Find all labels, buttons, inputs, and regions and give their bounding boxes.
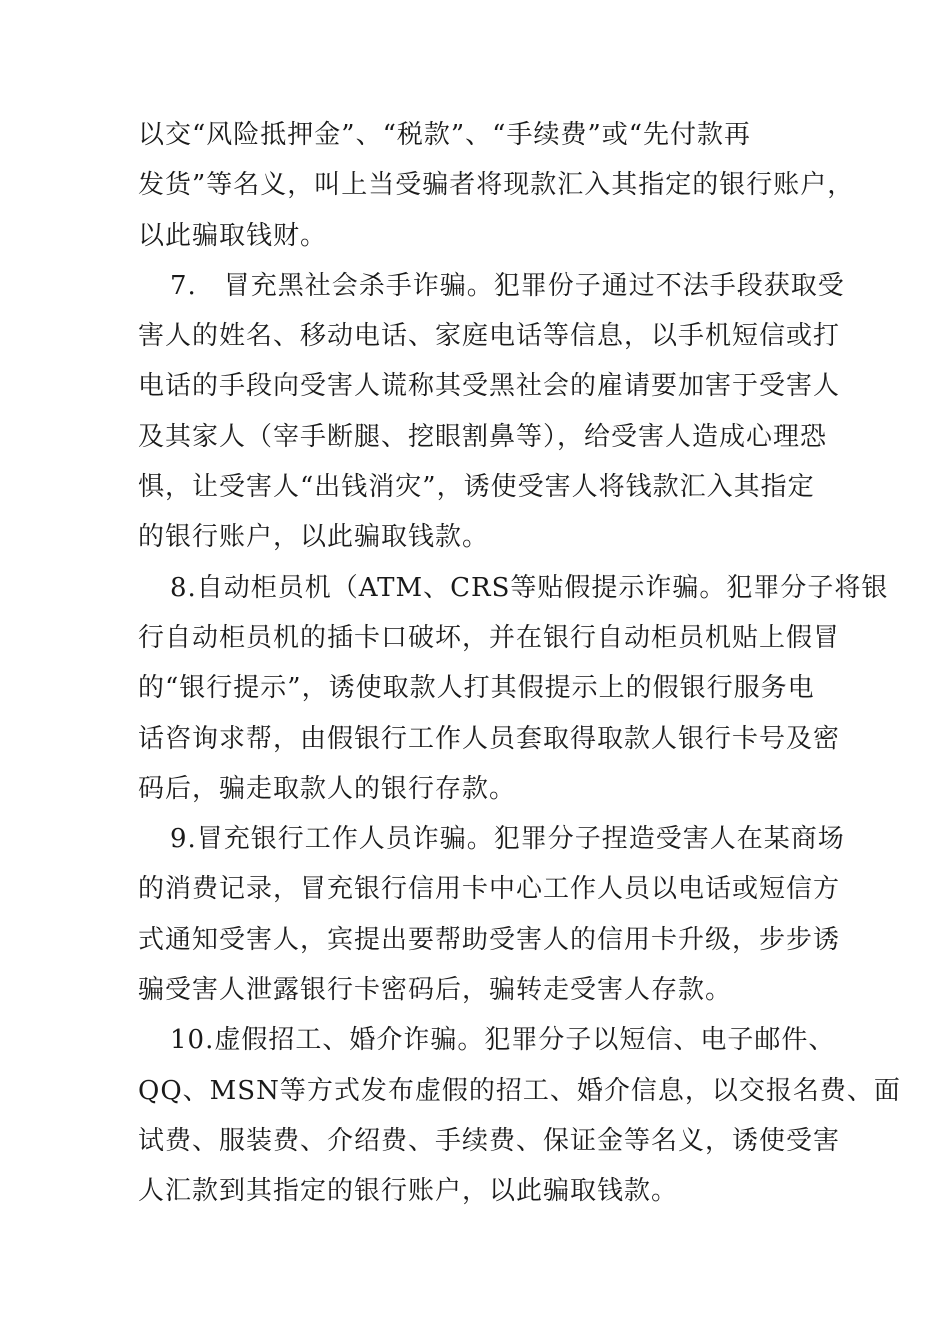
text-line: 8.自动柜员机（ATM、CRS等贴假提示诈骗。犯罪分子将银 — [170, 572, 889, 603]
paragraph-7 — [138, 261, 845, 563]
text-line: 以此骗取钱财。 — [138, 220, 328, 251]
text-line: 的“银行提示”，诱使取款人打其假提示上的假银行服务电 — [138, 673, 815, 704]
text-line: 发货”等名义，叫上当受骗者将现款汇入其指定的银行账户， — [138, 170, 855, 201]
text-line: 话咨询求帮，由假银行工作人员套取得取款人银行卡号及密 — [138, 723, 841, 754]
text-line: 式通知受害人，宾提出要帮助受害人的信用卡升级，步步诱 — [138, 924, 841, 955]
text-line: 码后，骗走取款人的银行存款。 — [138, 773, 517, 804]
text-line: 9.冒充银行工作人员诈骗。犯罪分子捏造受害人在某商场 — [170, 824, 845, 855]
text-line: 行自动柜员机的插卡口破坏，并在银行自动柜员机贴上假冒 — [138, 622, 841, 653]
paragraph-10 — [138, 1015, 901, 1216]
paragraph-8 — [138, 563, 889, 814]
text-line: 的消费记录，冒充银行信用卡中心工作人员以电话或短信方 — [138, 874, 841, 905]
text-line: 10.虚假招工、婚介诈骗。犯罪分子以短信、电子邮件、 — [170, 1025, 836, 1056]
text-line: 及其家人（宰手断腿、挖眼割鼻等），给受害人造成心理恐 — [138, 421, 828, 452]
text-line: 7. 冒充黑社会杀手诈骗。犯罪份子通过不法手段获取受 — [170, 270, 845, 301]
paragraph-9 — [138, 814, 845, 1015]
text-line: 电话的手段向受害人谎称其受黑社会的雇请要加害于受害人 — [138, 371, 841, 402]
text-line: 害人的姓名、移动电话、家庭电话等信息，以手机短信或打 — [138, 321, 841, 352]
text-line: 惧，让受害人“出钱消灾”，诱使受害人将钱款汇入其指定 — [138, 472, 815, 503]
text-line: QQ、MSN等方式发布虚假的招工、婚介信息，以交报名费、面 — [138, 1075, 901, 1106]
text-line: 的银行账户，以此骗取钱款。 — [138, 522, 490, 553]
text-line: 试费、服装费、介绍费、手续费、保证金等名义，诱使受害 — [138, 1125, 841, 1156]
text-line: 骗受害人泄露银行卡密码后，骗转走受害人存款。 — [138, 975, 733, 1006]
text-line: 人汇款到其指定的银行账户，以此骗取钱款。 — [138, 1176, 679, 1207]
paragraph-6-continuation — [138, 110, 855, 261]
body-text — [138, 110, 901, 1217]
text-line: 以交“风险抵押金”、“税款”、“手续费”或“先付款再 — [138, 120, 752, 150]
